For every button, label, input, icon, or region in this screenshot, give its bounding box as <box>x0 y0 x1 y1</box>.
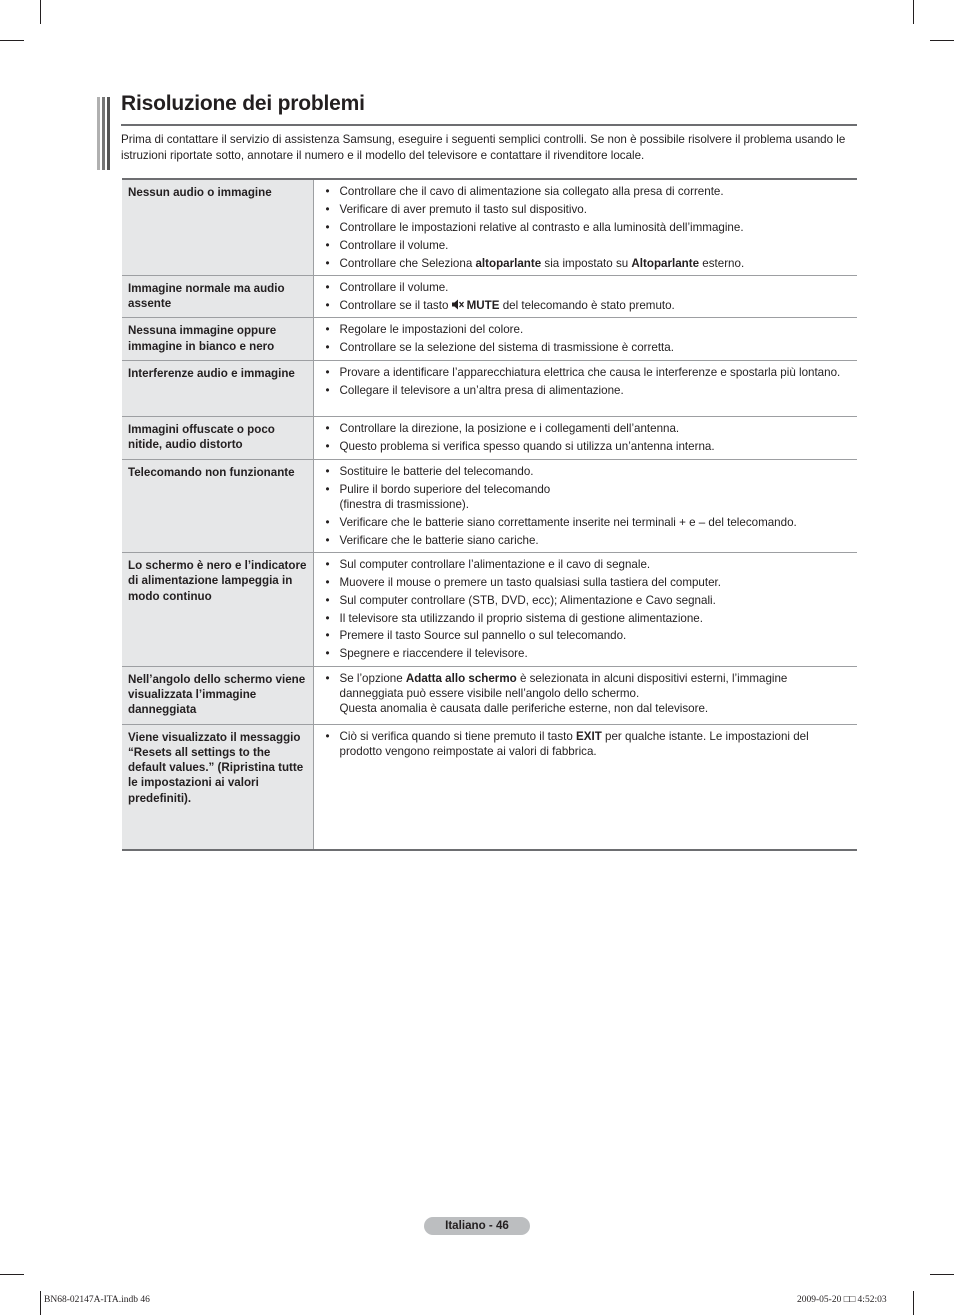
solution-emphasis: Altoparlante <box>631 256 700 270</box>
crop-mark <box>930 1274 954 1275</box>
solution-emphasis: altoparlante <box>475 256 542 270</box>
footer-timestamp: 2009-05-20 □□ 4:52:03 <box>797 1295 887 1305</box>
solution-item <box>324 202 848 217</box>
crop-mark <box>40 0 41 24</box>
solution-text: Ciò si verifica quando si tiene premuto il tasto <box>339 729 577 743</box>
bullet: • <box>325 323 330 337</box>
solution-item <box>324 340 848 355</box>
solution-list <box>324 729 848 760</box>
solution-text: è selezionata in alcuni dispositivi esterni, l’immagine danneggiata può essere visibile nell’angolo dello schermo. <box>339 671 788 700</box>
solution-text: Controllare le impostazioni relative al contrasto e alla luminosità dell’immagine. <box>339 220 744 234</box>
bullet: • <box>325 515 330 529</box>
solution-item <box>324 439 848 454</box>
solution-text: Spegnere e riaccendere il televisore. <box>339 647 528 661</box>
crop-mark <box>0 1274 24 1275</box>
crop-mark <box>0 40 24 41</box>
solution-emphasis: Adatta allo schermo <box>405 671 517 685</box>
solution-item <box>324 421 848 436</box>
solution-emphasis: MUTE <box>466 298 500 312</box>
solution-list <box>324 365 848 398</box>
bullet: • <box>325 482 330 496</box>
bullet: • <box>325 629 330 643</box>
troubleshooting-table <box>122 178 857 851</box>
problem-cell: Nessuna immagine oppure immagine in bianco e nero <box>122 318 313 361</box>
solution-text: Sul computer controllare l’alimentazione e il cavo di segnale. <box>339 557 651 571</box>
solution-cell <box>313 318 857 361</box>
solution-item <box>324 383 848 398</box>
bullet: • <box>325 185 330 198</box>
solution-cell <box>313 361 857 417</box>
solution-item <box>324 646 848 661</box>
bullet: • <box>325 280 330 294</box>
table-row <box>122 275 857 318</box>
bullet: • <box>325 202 330 216</box>
bullet: • <box>325 611 330 625</box>
solution-list <box>324 421 848 454</box>
bullet: • <box>325 256 330 270</box>
solution-list <box>324 557 848 662</box>
bullet: • <box>325 220 330 234</box>
bullet: • <box>325 439 330 453</box>
crop-mark <box>40 1291 41 1315</box>
solution-item <box>324 611 848 626</box>
bullet: • <box>325 557 330 571</box>
solution-cell <box>313 275 857 318</box>
solution-text: sia impostato su <box>541 256 632 270</box>
page-number-badge: Italiano - 46 <box>424 1217 530 1235</box>
bullet: • <box>325 593 330 607</box>
solution-item <box>324 256 848 271</box>
footer-file-info: BN68-02147A-ITA.indb 46 <box>44 1295 150 1305</box>
solution-list <box>324 280 848 313</box>
bullet: • <box>325 298 330 312</box>
bullet: • <box>325 383 330 397</box>
problem-cell: Nessun audio o immagine <box>122 179 313 275</box>
solution-item <box>324 628 848 643</box>
solution-text: Sostituire le batterie del telecomando. <box>339 464 534 478</box>
solution-text: Questa anomalia è causata dalle periferiche esterne, non dal televisore. <box>339 702 709 716</box>
solution-text: Regolare le impostazioni del colore. <box>339 323 524 337</box>
crop-mark <box>913 0 914 24</box>
solution-list <box>324 322 848 355</box>
solution-emphasis: EXIT <box>576 729 602 743</box>
bullet: • <box>325 533 330 547</box>
solution-text: Premere il tasto Source sul pannello o sul telecomando. <box>339 629 627 643</box>
problem-cell: Viene visualizzato il messaggio “Resets all settings to the default values.” (Ripristina tutte le impostazioni ai valori predefiniti). <box>122 724 313 850</box>
intro-paragraph: Prima di contattare il servizio di assistenza Samsung, eseguire i seguenti semplici controlli. Se non è possibile risolvere il problema usando le istruzioni riportate sotto, annotare il numero e il modello del televisore e contattare il rivenditore locale. <box>121 133 846 162</box>
solution-text: Controllare il volume. <box>339 280 449 294</box>
problem-cell: Nell’angolo dello schermo viene visualizzata l’immagine danneggiata <box>122 666 313 724</box>
solution-text: Questo problema si verifica spesso quando si utilizza un’antenna interna. <box>339 439 715 453</box>
solution-cell <box>313 552 857 666</box>
table-row <box>122 724 857 850</box>
bullet: • <box>325 671 330 685</box>
bullet: • <box>325 341 330 355</box>
solution-text: Controllare che Seleziona <box>339 256 476 270</box>
solution-text: Controllare la direzione, la posizione e i collegamenti dell’antenna. <box>339 422 680 436</box>
solution-text: del telecomando è stato premuto. <box>499 298 675 312</box>
problem-cell: Immagine normale ma audio assente <box>122 275 313 318</box>
solution-item <box>324 482 848 513</box>
solution-item <box>324 593 848 608</box>
solution-list <box>324 464 848 548</box>
solution-text: Controllare se il tasto <box>339 298 452 312</box>
solution-text: Sul computer controllare (STB, DVD, ecc); Alimentazione e Cavo segnali. <box>339 593 716 607</box>
solution-list <box>324 671 848 717</box>
solution-text: Controllare che il cavo di alimentazione sia collegato alla presa di corrente. <box>339 185 724 198</box>
solution-text: Provare a identificare l’apparecchiatura elettrica che causa le interferenze e spostarla più lontano. <box>339 366 841 380</box>
solution-item <box>324 238 848 253</box>
solution-item <box>324 671 848 717</box>
bullet: • <box>325 366 330 380</box>
solution-item <box>324 557 848 572</box>
page-title: Risoluzione dei problemi <box>121 92 365 115</box>
solution-item <box>324 729 848 760</box>
problem-cell: Telecomando non funzionante <box>122 459 313 552</box>
problem-cell: Immagini offuscate o poco nitide, audio distorto <box>122 417 313 460</box>
solution-item <box>324 184 848 199</box>
solution-item <box>324 575 848 590</box>
solution-text: Il televisore sta utilizzando il proprio sistema di gestione alimentazione. <box>339 611 703 625</box>
solution-cell <box>313 417 857 460</box>
solution-item <box>324 464 848 479</box>
table-row <box>122 552 857 666</box>
problem-cell: Interferenze audio e immagine <box>122 361 313 417</box>
table-row <box>122 361 857 417</box>
crop-mark <box>913 1291 914 1315</box>
table-row <box>122 318 857 361</box>
solution-text: esterno. <box>699 256 745 270</box>
bullet: • <box>325 464 330 478</box>
solution-text: per qualche istante. Le impostazioni del prodotto vengono reimpostate ai valori di fabbrica. <box>339 729 809 758</box>
bullet: • <box>325 647 330 661</box>
solution-item <box>324 280 848 295</box>
solution-item <box>324 365 848 380</box>
solution-cell <box>313 724 857 850</box>
solution-text: (finestra di trasmissione). <box>339 497 470 511</box>
solution-text: Controllare se la selezione del sistema di trasmissione è corretta. <box>339 341 674 355</box>
solution-item <box>324 533 848 548</box>
mute-icon <box>452 299 464 310</box>
problem-cell: Lo schermo è nero e l’indicatore di alimentazione lampeggia in modo continuo <box>122 552 313 666</box>
section-accent-bars <box>97 97 110 170</box>
solution-text: Collegare il televisore a un’altra presa di alimentazione. <box>339 383 624 397</box>
solution-text: Verificare che le batterie siano cariche. <box>339 533 539 547</box>
solution-item <box>324 220 848 235</box>
bullet: • <box>325 238 330 252</box>
solution-list <box>324 184 848 271</box>
solution-item <box>324 298 848 313</box>
solution-text: Verificare di aver premuto il tasto sul dispositivo. <box>339 202 587 216</box>
solution-item <box>324 515 848 530</box>
solution-cell <box>313 459 857 552</box>
crop-mark <box>930 40 954 41</box>
solution-text: Muovere il mouse o premere un tasto qualsiasi sulla tastiera del computer. <box>339 575 721 589</box>
solution-cell <box>313 179 857 275</box>
table-row <box>122 666 857 724</box>
solution-text: Controllare il volume. <box>339 238 449 252</box>
solution-cell <box>313 666 857 724</box>
bullet: • <box>325 575 330 589</box>
solution-text: Pulire il bordo superiore del telecomando <box>339 482 551 496</box>
table-row <box>122 417 857 460</box>
solution-item <box>324 322 848 337</box>
bullet: • <box>325 729 330 743</box>
bullet: • <box>325 422 330 436</box>
solution-text: Verificare che le batterie siano correttamente inserite nei terminali + e – del telecomando. <box>339 515 797 529</box>
title-divider <box>121 124 857 126</box>
table-row <box>122 179 857 275</box>
table-row <box>122 459 857 552</box>
solution-text: Se l’opzione <box>339 671 406 685</box>
